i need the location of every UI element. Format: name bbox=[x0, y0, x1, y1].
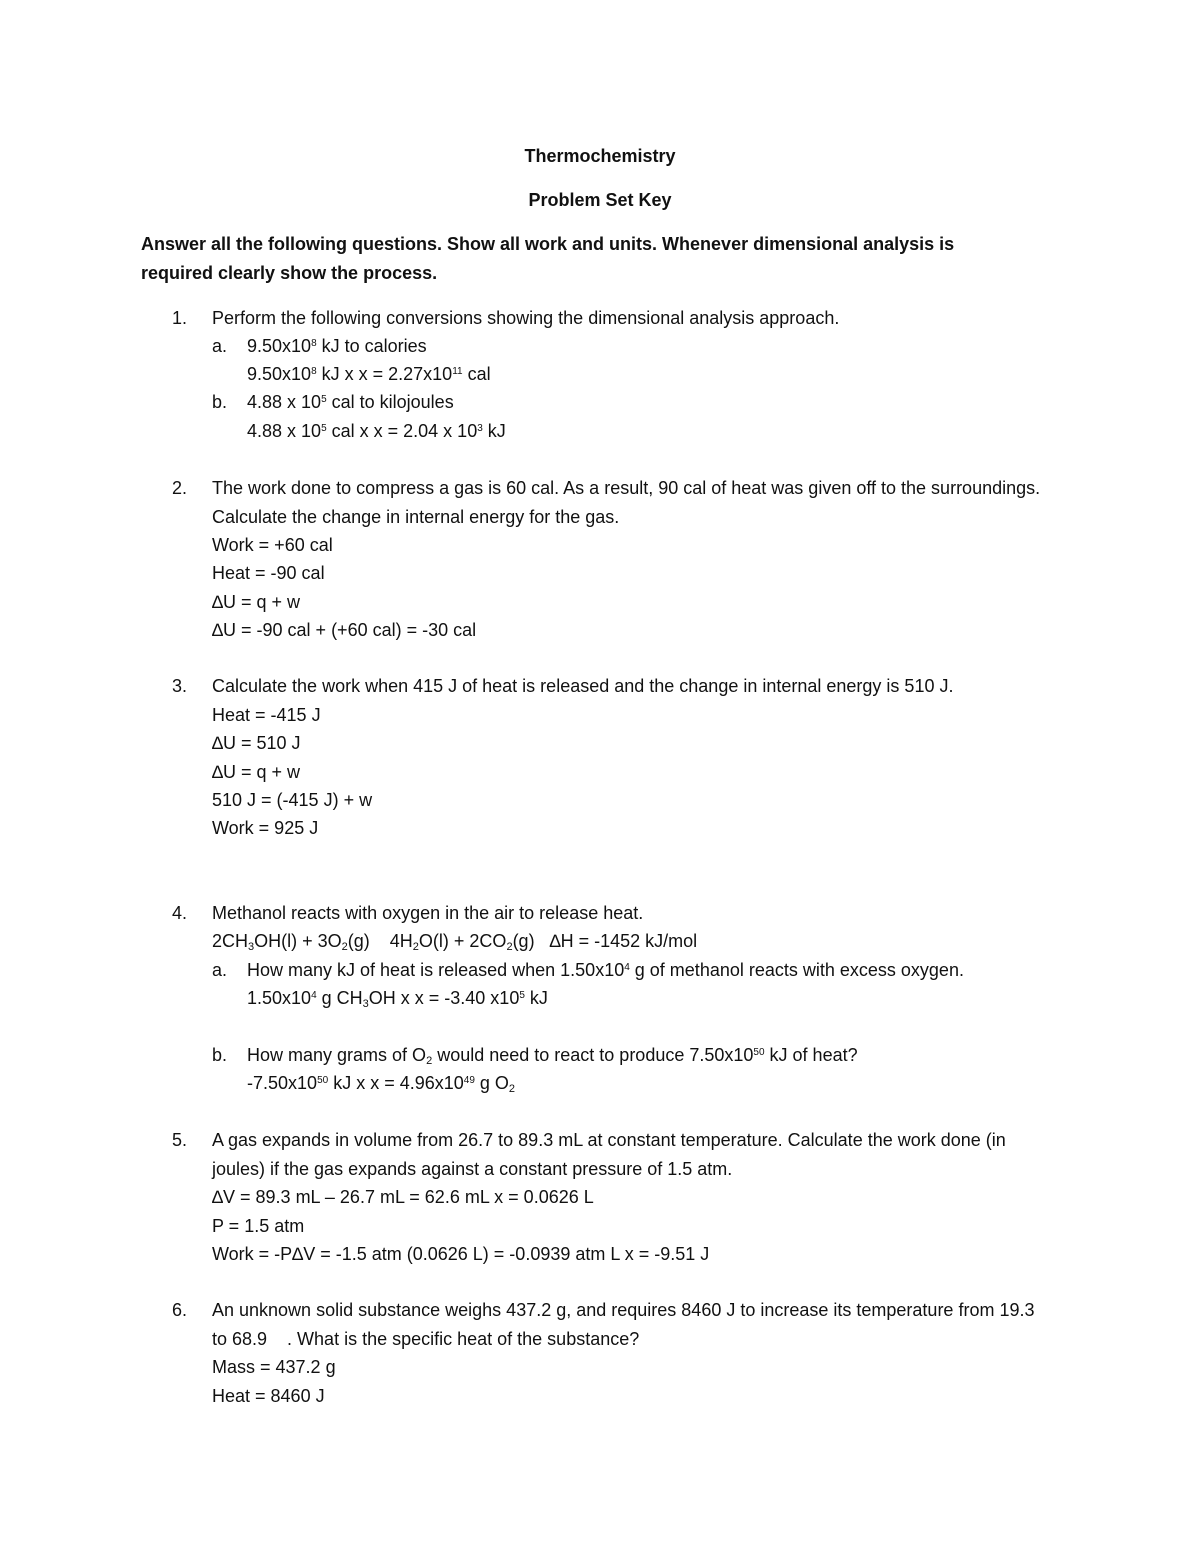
answer-line: 4.88 x $10^5$ cal x x = 2.04 x $10^3$ kJ bbox=[247, 421, 506, 441]
answer-line: Work = -P∆V = -1.5 atm (0.0626 L) = -0.0939 atm L x = -9.51 J bbox=[212, 1244, 710, 1264]
answer-line: 510 J = (-415 J) + w bbox=[212, 790, 373, 810]
subquestion-prompt: How many grams of $O_2$ would need to react to produce $7.50x10^{50}$ kJ of heat? bbox=[247, 1045, 858, 1067]
subquestion-prompt: $9.50x10^8$ kJ to calories bbox=[247, 336, 427, 356]
question-number: 1. bbox=[172, 308, 188, 328]
question-number: 5. bbox=[172, 1130, 188, 1150]
subquestion-letter: b. bbox=[212, 392, 228, 412]
answer-line: ∆U = -90 cal + (+60 cal) = -30 cal bbox=[212, 620, 477, 640]
answer-line: ∆U = q + w bbox=[212, 762, 301, 782]
document-subtitle: Problem Set Key bbox=[528, 190, 672, 210]
question-text: Calculate the work when 415 J of heat is released and the change in internal energy is 510 J. bbox=[212, 676, 954, 696]
answer-line: ∆U = 510 J bbox=[212, 733, 301, 753]
subquestion-letter: a. bbox=[212, 960, 228, 980]
answer-line: Heat = -415 J bbox=[212, 705, 321, 725]
question-text: An unknown solid substance weighs 437.2 g, and requires 8460 J to increase its temperature from 19.3 to 68.9 . What is the specific heat of the substance? bbox=[212, 1300, 1060, 1349]
answer-line: Heat = -90 cal bbox=[212, 563, 325, 583]
answer-line: Work = +60 cal bbox=[212, 535, 333, 555]
question-number: 2. bbox=[172, 478, 188, 498]
question-text: The work done to compress a gas is 60 cal. As a result, 90 cal of heat was given off to the surroundings. Calculate the change in internal energy for the gas. bbox=[212, 478, 1041, 527]
question-number: 6. bbox=[172, 1300, 188, 1320]
subquestion-letter: b. bbox=[212, 1045, 228, 1065]
question-number: 3. bbox=[172, 676, 188, 696]
answer-line: Mass = 437.2 g bbox=[212, 1357, 336, 1377]
question-number: 4. bbox=[172, 903, 188, 923]
answer-line: ∆U = q + w bbox=[212, 592, 301, 612]
subquestion-letter: a. bbox=[212, 336, 228, 356]
question-text: Methanol reacts with oxygen in the air to release heat. bbox=[212, 903, 644, 923]
answer-line: $9.50x10^8$ kJ x $x = 2.27x10^{11}$ cal bbox=[247, 364, 491, 384]
question-text: A gas expands in volume from 26.7 to 89.3 mL at constant temperature. Calculate the work done (in joules) if the gas expands against a constant pressure of 1.5 atm. bbox=[212, 1130, 1006, 1179]
answer-line: $1.50x10^4$ g $CH_3OH$ x x = -3.40 $x10^5$ kJ bbox=[247, 988, 548, 1010]
chemical-equation: $2CH_3OH(l) + 3O_2(g)$ $4H_2O(l) + 2CO_2(g) \Delta H = -1452$ kJ/mol bbox=[212, 931, 698, 953]
subquestion-prompt: 4.88 x $10^5$ cal to kilojoules bbox=[247, 392, 454, 412]
answer-line: $-7.50x10^{50}$ kJ x $x = 4.96x10^{49}$ g $O_2$ bbox=[247, 1073, 516, 1095]
answer-line: ∆V = 89.3 mL – 26.7 mL = 62.6 mL x = 0.0626 L bbox=[212, 1187, 594, 1207]
answer-line: Work = 925 J bbox=[212, 818, 319, 838]
answer-line: P = 1.5 atm bbox=[212, 1216, 305, 1236]
answer-line: Heat = 8460 J bbox=[212, 1386, 325, 1406]
document-title: Thermochemistry bbox=[524, 146, 676, 166]
subquestion-prompt: How many kJ of heat is released when $1.50x10^4$ g of methanol reacts with excess oxygen. bbox=[247, 960, 964, 980]
instructions: Answer all the following questions. Show all work and units. Whenever dimensional analysis is required clearly show the process. bbox=[141, 234, 955, 283]
question-text: Perform the following conversions showing the dimensional analysis approach. bbox=[212, 308, 840, 328]
